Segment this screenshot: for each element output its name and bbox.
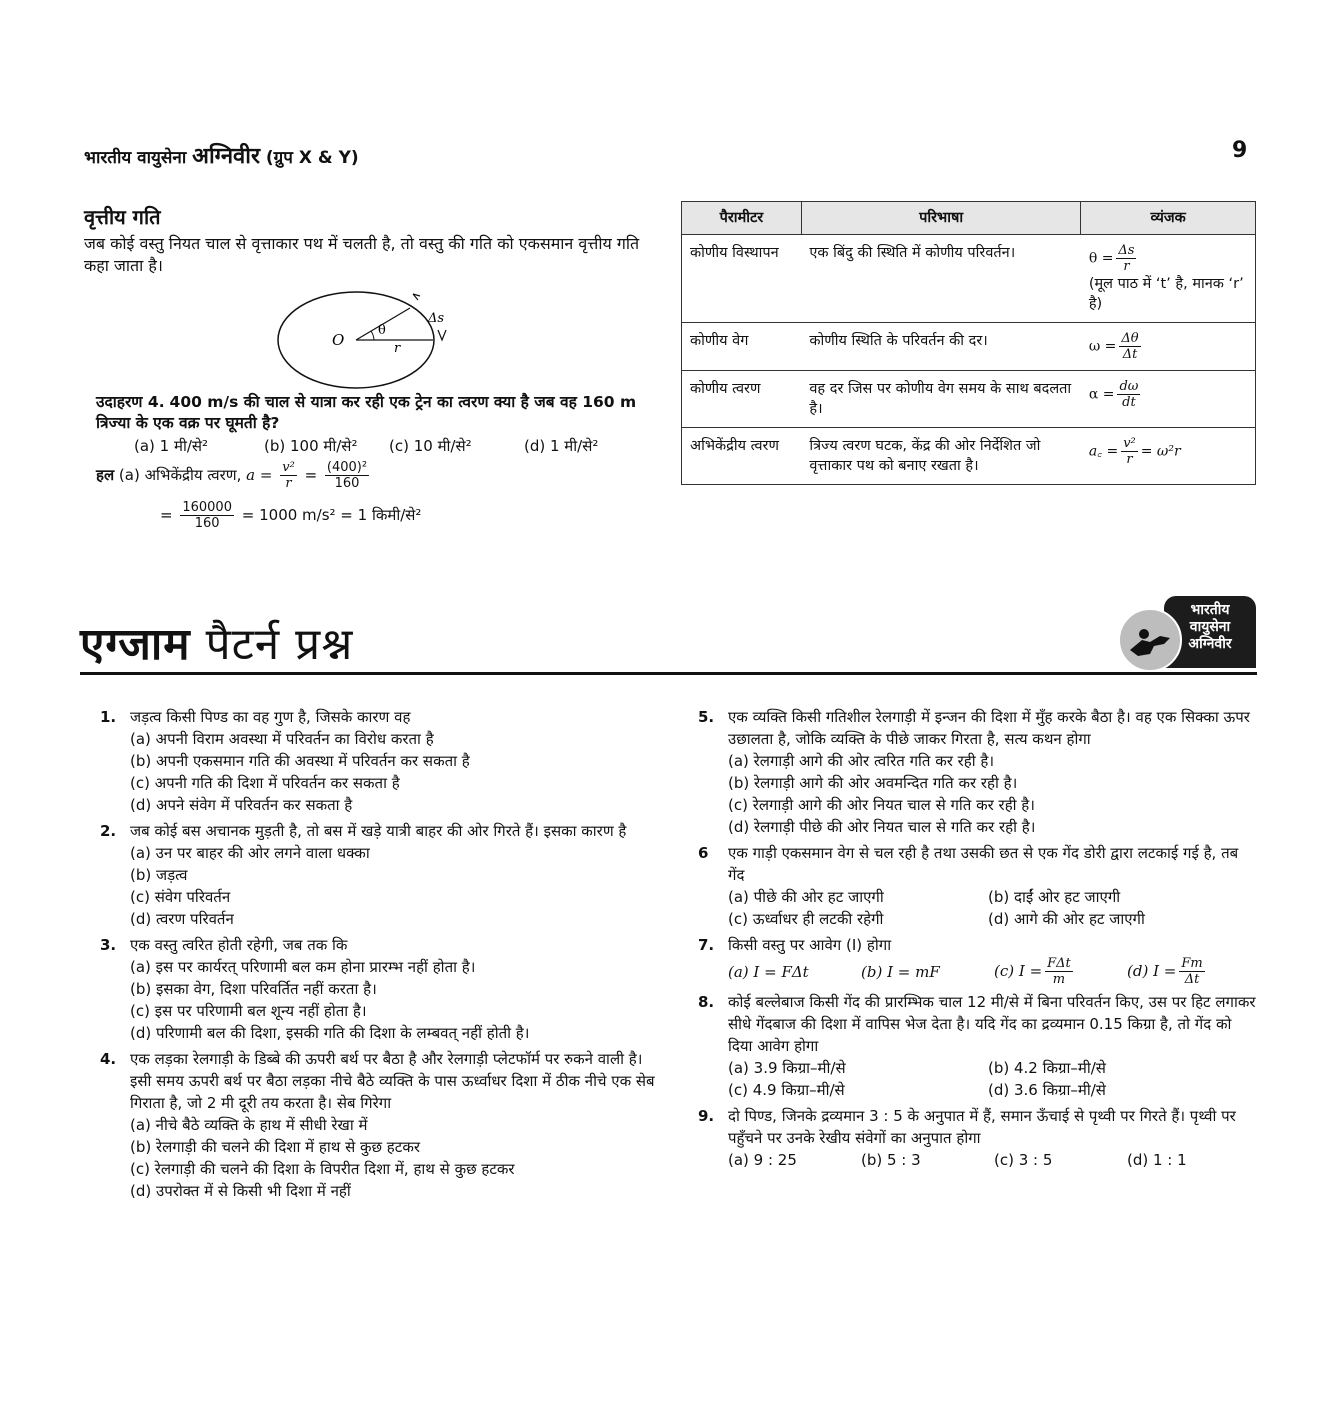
example-text: 400 m/s की चाल से यात्रा कर रही एक ट्रेन का त्वरण क्या है जब वह 160 m त्रिज्या के एक वक्र पर घूमती है? (96, 393, 637, 432)
questions-right-column (698, 706, 1258, 1175)
option: (b) अपनी एकसमान गति की अवस्था में परिवर्तन कर सकता है (130, 752, 470, 770)
example-label: उदाहरण 4. (96, 393, 165, 411)
option: (a) अपनी विराम अवस्था में परिवर्तन का विरोध करता है (130, 730, 434, 748)
question-7: 7. किसी वस्तु पर आवेग (I) होगा (a) I = FΔt (b) I = mF (c) I = $\frac{\text{FΔt}}{m}$ (d) I = $\frac{Fm}{\Delta t}$ (698, 934, 1258, 987)
solution-a: a = (246, 466, 273, 484)
table-cell-param: कोणीय वेग (682, 323, 802, 371)
running-header (84, 140, 359, 170)
table-cell-expr: θ = $\frac{\Delta s}{r}$ (मूल पाठ में ‘t’ है, मानक ‘r’ है) (1081, 235, 1256, 323)
table-cell-def: त्रिज्य त्वरण घटक, केंद्र की ओर निर्देशित जो वृत्ताकार पथ को बनाए रखता है। (801, 428, 1080, 485)
option: (b) जड़त्व (130, 866, 188, 884)
parameter-table (681, 201, 1256, 485)
table-row (682, 371, 1256, 428)
table-cell-expr: ω = $\frac{\Delta\theta}{\Delta t}$ (1081, 323, 1256, 371)
options-grid (698, 1149, 1258, 1171)
exam-title-rest: पैटर्न प्रश्न (205, 619, 354, 670)
agniveer-badge (1118, 596, 1258, 672)
option: (d) रेलगाड़ी पीछे की ओर नियत चाल से गति कर रही है। (728, 818, 1036, 836)
option: (d) I = $\frac{Fm}{\Delta t}$ (1127, 956, 1203, 987)
table-cell-def: वह दर जिस पर कोणीय वेग समय के साथ बदलता है। (801, 371, 1080, 428)
exam-title-bold: एग्जाम (80, 619, 191, 670)
option: (d) परिणामी बल की दिशा, इसकी गति की दिशा के लम्बवत् नहीं होती है। (130, 1024, 530, 1042)
table-row (682, 323, 1256, 371)
option: (b) रेलगाड़ी की चलने की दिशा में हाथ से कुछ हटकर (130, 1138, 420, 1156)
options-grid (698, 956, 1258, 987)
table-cell-param: कोणीय त्वरण (682, 371, 802, 428)
exam-pattern-title (80, 612, 353, 672)
option: (d) 3.6 किग्रा–मी/से (988, 1081, 1106, 1099)
solution-result: = 1000 m/s² = 1 किमी/से² (241, 506, 422, 524)
table-cell-def: कोणीय स्थिति के परिवर्तन की दर। (801, 323, 1080, 371)
option: (b) 5 : 3 (861, 1151, 921, 1169)
table-header-row (682, 202, 1256, 235)
option: (a) पीछे की ओर हट जाएगी (728, 888, 884, 906)
option: (b) 4.2 किग्रा–मी/से (988, 1059, 1106, 1077)
solution-label: हल (96, 466, 115, 484)
label-theta: θ (378, 323, 386, 338)
question-2: 2. जब कोई बस अचानक मुड़ती है, तो बस में खड़े यात्री बाहर की ओर गिरते हैं। इसका कारण है (a) उन पर बाहर की ओर लगने वाला धक्का (b) जड़त्व (c) संवेग परिवर्तन (d) त्वरण परिवर्तन (100, 820, 660, 930)
option: (c) रेलगाड़ी आगे की ओर नियत चाल से गति कर रही है। (728, 796, 1035, 814)
example-option-b: (b) 100 मी/से² (264, 437, 358, 455)
question-4: 4. एक लड़का रेलगाड़ी के डिब्बे की ऊपरी बर्थ पर बैठा है और रेलगाड़ी प्लेटफॉर्म पर रुकने वाली है। इसी समय ऊपरी बर्थ पर बैठा लड़का नीचे बैठे व्यक्ति के पास ऊर्ध्वाधर दिशा में ठीक नीचे एक सेब गिराता है, जो 2 मी दूरी तय करता है। सेब गिरेगा (a) नीचे बैठे व्यक्ति के हाथ में सीधी रेखा में (b) रेलगाड़ी की चलने की दिशा में हाथ से कुछ हटकर (c) रेलगाड़ी की चलने की दिशा के विपरीत दिशा में, हाथ से कुछ हटकर (d) उपरोक्त में से किसी भी दिशा में नहीं (100, 1048, 660, 1202)
options-grid (698, 886, 1258, 930)
circular-motion-paragraph: जब कोई वस्तु नियत चाल से वृत्ताकार पथ में चलती है, तो वस्तु की गति को एकसमान वृत्तीय गति कहा जाता है। (84, 234, 640, 275)
badge-label-box: भारतीय वायुसेना अग्निवीर (1164, 596, 1256, 668)
option: (d) आगे की ओर हट जाएगी (988, 910, 1145, 928)
option: (a) उन पर बाहर की ओर लगने वाला धक्का (130, 844, 370, 862)
option: (b) दाईं ओर हट जाएगी (988, 888, 1121, 906)
option: (c) 3 : 5 (994, 1151, 1053, 1169)
option: (c) रेलगाड़ी की चलने की दिशा के विपरीत दिशा में, हाथ से कुछ हटकर (130, 1160, 515, 1178)
arrow-down-icon (438, 330, 446, 340)
option: (c) ऊर्ध्वाधर ही लटकी रहेगी (728, 910, 884, 928)
question-5: 5. एक व्यक्ति किसी गतिशील रेलगाड़ी में इन्जन की दिशा में मुँह करके बैठा है। वह एक सिक्का ऊपर उछालता है, जोकि व्यक्ति के पीछे जाकर गिरता है, सत्य कथन होगा (a) रेलगाड़ी आगे की ओर त्वरित गति कर रही है। (b) रेलगाड़ी आगे की ओर अवमन्दित गति कर रही है। (c) रेलगाड़ी आगे की ओर नियत चाल से गति कर रही है। (d) रेलगाड़ी पीछे की ओर नियत चाल से गति कर रही है। (698, 706, 1258, 838)
option: (b) इसका वेग, दिशा परिवर्तित नहीं करता है। (130, 980, 377, 998)
question-8: 8. कोई बल्लेबाज किसी गेंद की प्रारम्भिक चाल 12 मी/से में बिना परिवर्तन किए, उस पर हिट लगाकर सीधे गेंदबाज की दिशा में वापिस भेज देता है। यदि गेंद का द्रव्यमान 0.15 किग्रा है, तो गेंद को दिया आवेग होगा (a) 3.9 किग्रा–मी/से (b) 4.2 किग्रा–मी/से (c) 4.9 किग्रा–मी/से (d) 3.6 किग्रा–मी/से (698, 991, 1258, 1101)
option: (c) इस पर परिणामी बल शून्य नहीं होता है। (130, 1002, 367, 1020)
table-row (682, 428, 1256, 485)
solution-line-2: = $\frac{160000}{160}$ = 1000 m/s² = 1 किमी/से² (160, 500, 422, 531)
example-4 (96, 392, 656, 434)
table-cell-expr: α = $\frac{d\omega}{dt}$ (1081, 371, 1256, 428)
option: (d) उपरोक्त में से किसी भी दिशा में नहीं (130, 1182, 351, 1200)
fraction-v2-r: $\frac{\text{v²}}{r}$ (282, 460, 295, 491)
example-option-a: (a) 1 मी/से² (134, 437, 209, 455)
option: (d) 1 : 1 (1127, 1151, 1187, 1169)
option: (c) I = $\frac{\text{FΔt}}{m}$ (994, 956, 1071, 987)
option: (b) I = mF (861, 962, 940, 981)
table-row (682, 235, 1256, 323)
table-cell-param: अभिकेंद्रीय त्वरण (682, 428, 802, 485)
section-divider (80, 672, 1257, 675)
angle-arc (371, 331, 374, 340)
options-grid (698, 1057, 1258, 1101)
table-header-cell: पैरामीटर (682, 202, 802, 235)
soldier-icon (1118, 608, 1182, 672)
label-arc: Δs (428, 311, 445, 326)
example-option-c: (c) 10 मी/से² (389, 437, 472, 455)
header-book-group: (ग्रुप X & Y) (265, 148, 359, 168)
question-6: 6 एक गाड़ी एकसमान वेग से चल रही है तथा उसकी छत से एक गेंद डोरी द्वारा लटकाई गई है, तब गेंद (a) पीछे की ओर हट जाएगी (b) दाईं ओर हट जाएगी (c) ऊर्ध्वाधर ही लटकी रहेगी (d) आगे की ओर हट जाएगी (698, 842, 1258, 930)
expr-note: (मूल पाठ में ‘t’ है, मानक ‘r’ है) (1088, 276, 1244, 312)
solution-line-1: हल (a) अभिकेंद्रीय त्वरण, a = $\frac{\text{v²}}{r}$ = $\frac{\text{(400)²}}{160}$ (96, 460, 368, 491)
solution-text: (a) अभिकेंद्रीय त्वरण, (118, 466, 242, 484)
header-book-big: अग्निवीर (192, 144, 260, 169)
questions-left-column (100, 706, 660, 1206)
option: (c) 4.9 किग्रा–मी/से (728, 1081, 845, 1099)
option: (d) अपने संवेग में परिवर्तन कर सकता है (130, 796, 353, 814)
table-header-cell: परिभाषा (801, 202, 1080, 235)
question-9: 9. दो पिण्ड, जिनके द्रव्यमान 3 : 5 के अनुपात में हैं, समान ऊँचाई से पृथ्वी पर गिरते हैं। पृथ्वी पर पहुँचने पर उनके रेखीय संवेगों का अनुपात होगा (a) 9 : 25 (b) 5 : 3 (c) 3 : 5 (d) 1 : 1 (698, 1105, 1258, 1171)
question-3: 3. एक वस्तु त्वरित होती रहेगी, जब तक कि (a) इस पर कार्यरत् परिणामी बल कम होना प्रारम्भ नहीं होता है। (b) इसका वेग, दिशा परिवर्तित नहीं करता है। (c) इस पर परिणामी बल शून्य नहीं होता है। (d) परिणामी बल की दिशा, इसकी गति की दिशा के लम्बवत् नहीं होती है। (100, 934, 660, 1044)
label-radius: r (394, 341, 401, 356)
option: (a) इस पर कार्यरत् परिणामी बल कम होना प्रारम्भ नहीं होता है। (130, 958, 476, 976)
option: (a) 9 : 25 (728, 1151, 797, 1169)
option: (a) नीचे बैठे व्यक्ति के हाथ में सीधी रेखा में (130, 1116, 368, 1134)
option: (a) I = FΔt (728, 962, 809, 981)
header-book-small: भारतीय वायुसेना (84, 148, 187, 168)
option: (b) रेलगाड़ी आगे की ओर अवमन्दित गति कर रही है। (728, 774, 1018, 792)
table-cell-param: कोणीय विस्थापन (682, 235, 802, 323)
option: (a) रेलगाड़ी आगे की ओर त्वरित गति कर रही है। (728, 752, 995, 770)
fraction-400-160: $\frac{\text{(400)²}}{160}$ (326, 460, 368, 491)
question-1: 1. जड़त्व किसी पिण्ड का वह गुण है, जिसके कारण वह (a) अपनी विराम अवस्था में परिवर्तन का विरोध करता है (b) अपनी एकसमान गति की अवस्था में परिवर्तन कर सकता है (c) अपनी गति की दिशा में परिवर्तन कर सकता है (d) अपने संवेग में परिवर्तन कर सकता है (100, 706, 660, 816)
section-title-circular-motion: वृत्तीय गति (84, 205, 161, 229)
option: (a) 3.9 किग्रा–मी/से (728, 1059, 846, 1077)
option: (d) त्वरण परिवर्तन (130, 910, 234, 928)
page-number: 9 (1232, 138, 1248, 163)
table-cell-expr: a꜀ = $\frac{\text{v²}}{r}$ = ω²r (1081, 428, 1256, 485)
table-header-cell: व्यंजक (1081, 202, 1256, 235)
circle-diagram (270, 290, 470, 394)
example-option-d: (d) 1 मी/से² (524, 437, 599, 455)
option: (c) अपनी गति की दिशा में परिवर्तन कर सकता है (130, 774, 400, 792)
label-center: O (332, 331, 345, 349)
fraction-160000-160: $\frac{160000}{160}$ (182, 500, 232, 531)
table-cell-def: एक बिंदु की स्थिति में कोणीय परिवर्तन। (801, 235, 1080, 323)
option: (c) संवेग परिवर्तन (130, 888, 231, 906)
arrow-up-icon (413, 294, 420, 300)
